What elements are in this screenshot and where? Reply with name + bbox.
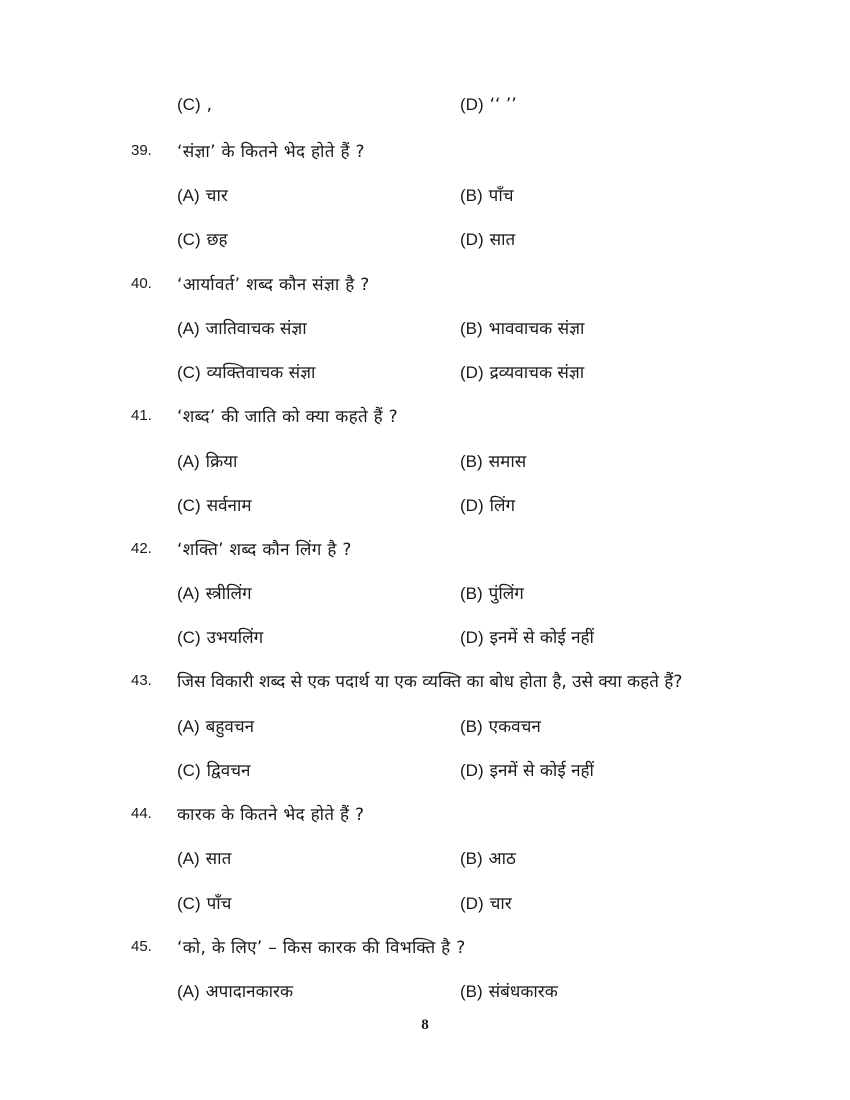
question-text: ‘शक्ति’ शब्द कौन लिंग है ?	[177, 540, 352, 560]
question-text: ‘संज्ञा’ के कितने भेद होते हैं ?	[177, 142, 365, 162]
option-label: (C)	[177, 363, 201, 382]
option-a	[177, 316, 307, 339]
option-text: अपादानकारक	[205, 982, 294, 1002]
question-number: 42.	[131, 540, 152, 557]
option-label: (C)	[177, 95, 201, 114]
option-d	[460, 95, 517, 115]
question-text: कारक के कितने भेद होते हैं ?	[177, 805, 365, 825]
option-b	[460, 449, 526, 472]
option-row	[0, 756, 850, 784]
option-row	[0, 889, 850, 917]
question-43	[0, 667, 850, 695]
option-row	[0, 977, 850, 1005]
option-label: (D)	[460, 230, 484, 249]
option-text: द्विवचन	[206, 761, 251, 781]
option-b	[460, 846, 516, 869]
option-text: चार	[489, 894, 512, 914]
option-row	[0, 181, 850, 209]
option-text: सर्वनाम	[206, 496, 252, 516]
option-text: स्त्रीलिंग	[205, 584, 252, 604]
option-a	[177, 846, 231, 869]
option-d	[460, 227, 515, 250]
question-number: 41.	[131, 407, 152, 424]
option-label: (A)	[177, 982, 200, 1001]
question-text: जिस विकारी शब्द से एक पदार्थ या एक व्यक्ति का बोध होता है, उसे क्या कहते हैं?	[177, 672, 683, 692]
option-text: समास	[488, 452, 527, 472]
question-number: 39.	[131, 142, 152, 159]
option-row	[0, 225, 850, 253]
option-text: क्रिया	[205, 452, 238, 472]
option-text: आठ	[488, 849, 516, 869]
option-label: (B)	[460, 452, 483, 471]
option-label: (C)	[177, 761, 201, 780]
option-c	[177, 227, 228, 250]
option-c	[177, 360, 315, 383]
option-text: लिंग	[489, 496, 516, 516]
option-text: उभयलिंग	[206, 628, 264, 648]
option-c	[177, 493, 252, 516]
question-text: ‘आर्यावर्त’ शब्द कौन संज्ञा है ?	[177, 275, 370, 295]
option-text: व्यक्तिवाचक संज्ञा	[206, 363, 316, 383]
option-text: पुंलिंग	[488, 584, 524, 604]
option-label: (B)	[460, 717, 483, 736]
option-d	[460, 891, 512, 914]
option-c	[177, 95, 212, 115]
option-c	[177, 891, 231, 914]
option-text: संबंधकारक	[488, 982, 558, 1002]
option-row	[0, 579, 850, 607]
option-a	[177, 581, 252, 604]
question-number: 43.	[131, 672, 152, 689]
question-text: ‘को, के लिए’ – किस कारक की विभक्ति है ?	[177, 938, 466, 958]
option-row	[0, 623, 850, 651]
option-row	[0, 712, 850, 740]
option-b	[460, 979, 558, 1002]
option-d	[460, 360, 584, 383]
question-44	[0, 800, 850, 828]
option-d	[460, 625, 594, 648]
option-label: (B)	[460, 982, 483, 1001]
option-text: भाववाचक संज्ञा	[488, 319, 585, 339]
option-label: (B)	[460, 584, 483, 603]
option-text: सात	[205, 849, 232, 869]
option-d	[460, 493, 515, 516]
option-label: (D)	[460, 894, 484, 913]
option-text: द्रव्यवाचक संज्ञा	[489, 363, 585, 383]
option-text: ‘‘ ’’	[489, 95, 517, 115]
option-label: (C)	[177, 628, 201, 647]
option-text: जातिवाचक संज्ञा	[205, 319, 307, 339]
option-label: (D)	[460, 628, 484, 647]
option-text: इनमें से कोई नहीं	[489, 628, 594, 648]
option-label: (A)	[177, 452, 200, 471]
option-label: (A)	[177, 319, 200, 338]
option-label: (D)	[460, 363, 484, 382]
option-row	[0, 491, 850, 519]
option-b	[460, 183, 514, 206]
option-text: एकवचन	[488, 717, 541, 737]
option-d	[460, 758, 594, 781]
option-label: (D)	[460, 496, 484, 515]
option-a	[177, 183, 228, 206]
option-label: (A)	[177, 186, 200, 205]
question-number: 40.	[131, 275, 152, 292]
option-row	[0, 93, 850, 121]
option-b	[460, 581, 524, 604]
question-41	[0, 402, 850, 430]
option-text: पाँच	[206, 894, 232, 914]
option-b	[460, 316, 584, 339]
option-row	[0, 358, 850, 386]
question-number: 45.	[131, 938, 152, 955]
option-c	[177, 625, 263, 648]
question-45	[0, 933, 850, 961]
option-a	[177, 714, 254, 737]
question-40	[0, 270, 850, 298]
option-label: (A)	[177, 717, 200, 736]
question-text: ‘शब्द’ की जाति को क्या कहते हैं ?	[177, 407, 398, 427]
option-label: (B)	[460, 849, 483, 868]
option-label: (A)	[177, 849, 200, 868]
option-label: (C)	[177, 496, 201, 515]
option-b	[460, 714, 541, 737]
option-text: बहुवचन	[205, 717, 255, 737]
option-label: (B)	[460, 319, 483, 338]
option-text: छह	[206, 230, 228, 250]
page-number: 8	[421, 1017, 429, 1033]
option-text: ,	[206, 95, 213, 115]
option-text: सात	[489, 230, 516, 250]
option-label: (B)	[460, 186, 483, 205]
option-row	[0, 844, 850, 872]
option-a	[177, 979, 293, 1002]
option-text: चार	[205, 186, 228, 206]
option-label: (D)	[460, 761, 484, 780]
option-row	[0, 447, 850, 475]
option-text: पाँच	[488, 186, 514, 206]
option-c	[177, 758, 250, 781]
option-label: (D)	[460, 95, 484, 114]
option-row	[0, 314, 850, 342]
option-label: (C)	[177, 230, 201, 249]
option-a	[177, 449, 237, 472]
question-42	[0, 535, 850, 563]
question-39	[0, 137, 850, 165]
option-label: (C)	[177, 894, 201, 913]
option-label: (A)	[177, 584, 200, 603]
option-text: इनमें से कोई नहीं	[489, 761, 594, 781]
question-number: 44.	[131, 805, 152, 822]
